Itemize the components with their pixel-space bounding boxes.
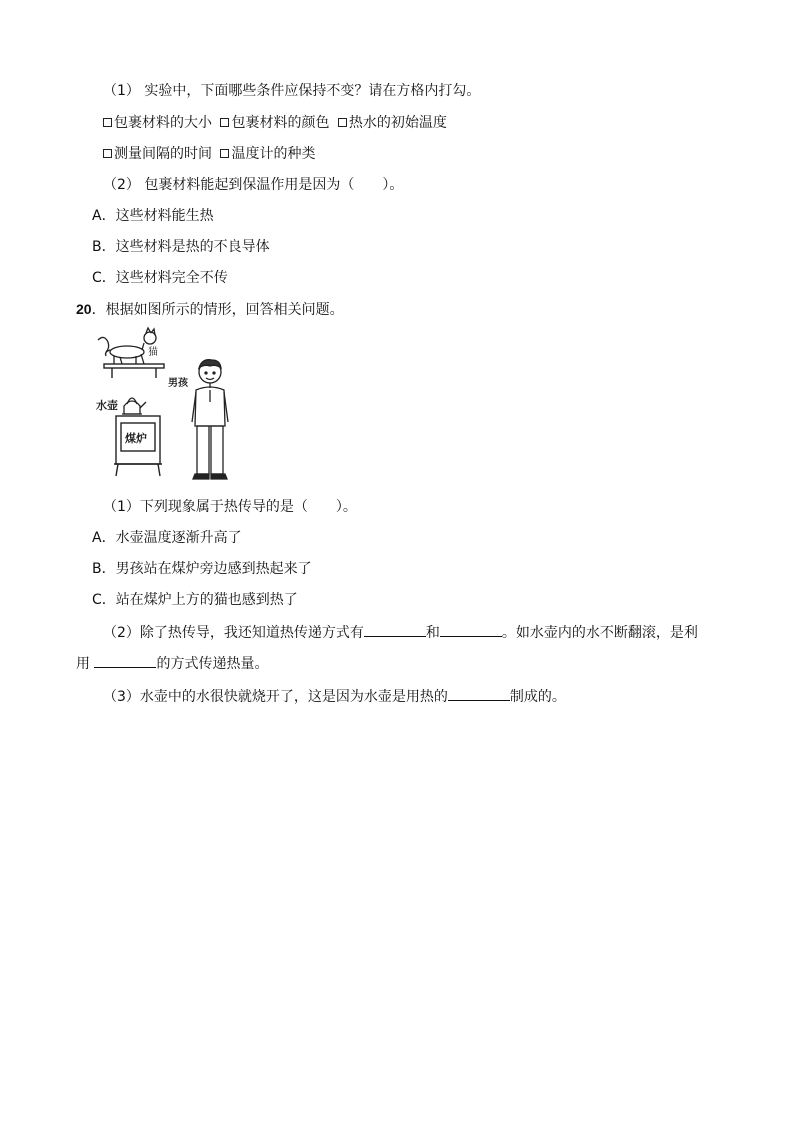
q19-sub1-number: （1） xyxy=(103,83,140,99)
checkbox[interactable] xyxy=(220,149,229,158)
checkbox[interactable] xyxy=(220,118,229,127)
option-material-color: 包裹材料的颜色 xyxy=(220,115,329,131)
heat-figure xyxy=(92,326,247,486)
q19-sub1-text: 实验中，下面哪些条件应保持不变？请在方格内打勾。 xyxy=(139,83,481,99)
checkbox[interactable] xyxy=(338,118,347,127)
q19-sub2-text: 包裹材料能起到保温作用是因为（ ）。 xyxy=(139,177,404,193)
q19-sub1 xyxy=(103,81,480,101)
q19-choice-a: A．这些材料能生热 xyxy=(92,208,214,224)
cat-drawing xyxy=(98,328,156,364)
cat-label: 猫 xyxy=(148,347,158,358)
option-material-size: 包裹材料的大小 xyxy=(103,115,212,131)
answer-blank-2[interactable] xyxy=(440,622,502,637)
checkbox[interactable] xyxy=(103,118,112,127)
q19-options-row1 xyxy=(103,113,451,133)
boy-label: 男孩 xyxy=(168,378,188,389)
q20-choice-a: A．水壶温度逐渐升高了 xyxy=(92,530,242,546)
q20-stem-text: ．根据如图所示的情形，回答相关问题。 xyxy=(91,302,344,318)
stove-label: 煤炉 xyxy=(125,432,147,445)
answer-blank-1[interactable] xyxy=(364,622,426,637)
answer-blank-4[interactable] xyxy=(448,686,510,701)
shelf-drawing xyxy=(104,364,164,378)
q19-choice-b: B．这些材料是热的不良导体 xyxy=(92,239,270,255)
q19-sub2-number: （2） xyxy=(103,177,140,193)
q19-sub2 xyxy=(103,175,403,195)
boy-drawing xyxy=(192,360,228,479)
q19-options-row2 xyxy=(103,144,319,164)
kettle-drawing xyxy=(122,398,146,414)
q20-sub1: （1）下列现象属于热传导的是（ ）。 xyxy=(103,499,357,515)
option-thermometer: 温度计的种类 xyxy=(220,146,315,162)
q20-stem xyxy=(76,299,344,320)
stove-drawing xyxy=(114,416,162,476)
q20-sub2-line2: 用 的方式传递热量。 xyxy=(76,653,268,674)
q20-sub2-line1: （2）除了热传导，我还知道热传递方式有 和 。如水壶内的水不断翻滚，是利 xyxy=(103,622,698,643)
q20-choice-b: B．男孩站在煤炉旁边感到热起来了 xyxy=(92,561,312,577)
q20-sub3: （3）水壶中的水很快就烧开了，这是因为水壶是用热的 制成的。 xyxy=(103,686,566,707)
kettle-label: 水壶 xyxy=(96,399,118,412)
option-water-temp: 热水的初始温度 xyxy=(338,115,447,131)
q19-choice-c: C．这些材料完全不传 xyxy=(92,270,228,286)
q20-choice-c: C．站在煤炉上方的猫也感到热了 xyxy=(92,592,298,608)
answer-blank-3[interactable] xyxy=(94,653,156,668)
checkbox[interactable] xyxy=(103,149,112,158)
q20-number: 20 xyxy=(76,301,92,317)
option-interval: 测量间隔的时间 xyxy=(103,146,212,162)
